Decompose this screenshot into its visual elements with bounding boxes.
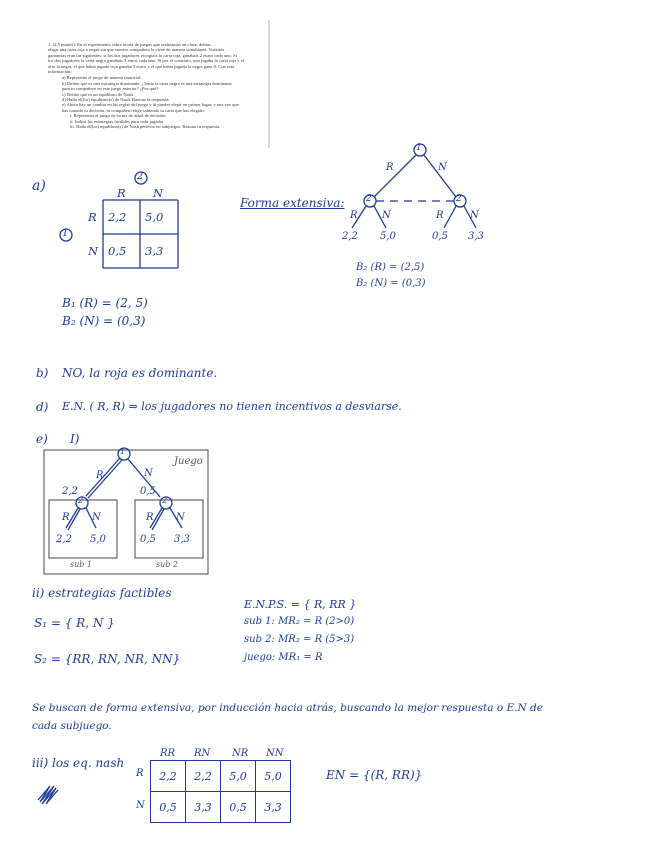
tree-leaf-payoff: 5,0 [90,534,106,545]
tree-node-label: 2 [162,496,168,505]
table-cell: 0,5 [151,792,186,823]
part-e-ii-title: ii) estrategias factibles [32,586,172,600]
explanation-line-2: cada subjuego. [32,720,112,732]
col-label-r: R [117,186,126,200]
nash-equilibrium-result: EN = {(R, RR)} [326,768,423,782]
row-label-r: R [88,210,97,224]
strategies-player1: S₁ = { R, N } [34,616,115,630]
part-e-iii-label: iii) los eq. nash [32,756,125,770]
tree-leaf-payoff: 0,5 [140,534,156,545]
table-row-header: N [136,800,145,811]
problem-line: elegir una carta roja o negra sin que vuestro compañero le viese de manera simultánea. Vuestras [48,47,225,53]
table-cell: 3,3 [186,792,221,823]
b2-right-1: B₂ (R) = (2,5) [356,262,425,273]
tree-edge-r: R [96,470,104,481]
part-a-label: a) [32,178,46,194]
player2-label: 2 [137,171,144,182]
tree-edge-r: R [386,162,394,173]
part-d-label: d) [36,400,49,414]
problem-line: ii. Indica las estrategias factibles para cada jugador. [70,118,165,124]
table-row-header: R [136,768,144,779]
scribble-mark [38,786,58,804]
table-cell: 2,2 [186,761,221,792]
table-cell: 5,0 [256,761,291,792]
problem-line: iii. Halla el(los) equilibrio(s) de Nash perfecto en subjuegos. Razona tu respuesta. [70,124,221,130]
table-col-header: NN [266,748,284,759]
extensive-form-tree [352,144,476,228]
b2-best-response: B₂ (N) = (0,3) [62,314,146,328]
table-cell: 3,3 [256,792,291,823]
tree-edge-r: R [62,512,70,523]
table-col-header: NR [232,748,249,759]
part-d-answer: E.N. ( R, R) ⇒ los jugadores no tienen incentivos a desviarse. [62,400,402,413]
tree-edge-n: N [176,512,185,523]
tree-node-label: 2 [366,194,372,204]
subgame-2-response: sub 2: MR₂ = R (5>3) [244,634,355,645]
extensive-form-title: Forma extensiva: [240,196,345,210]
problem-line: b) Define qué es una estrategia dominante. ¿Tenía la carta negra es una estrategia dominante [62,80,232,86]
problem-line: has tomado tu decisión, tu compañero elige sabiendo tu carta que has elegido. [62,107,205,113]
enps-result: E.N.P.S. = { R, RR } [244,598,357,611]
subgame-1-response: sub 1: MR₂ = R (2>0) [244,616,355,627]
problem-line: c) Define qué es un equilibrio de Nash. [62,91,134,97]
tree-edge-n: N [382,210,391,221]
table-row [151,761,291,792]
b1-best-response: B₁ (R) = (2, 5) [62,296,148,310]
tree-node-label: 2 [456,194,462,204]
payoff-cell: 0,5 [108,244,127,258]
subgame-1-label: sub 1 [70,560,93,569]
game-response: juego: MR₁ = R [244,652,323,663]
table-cell: 0,5 [221,792,256,823]
juego-label: Juego [174,456,203,467]
problem-line: i. Representa el juego en forma de árbol de decisión. [70,113,167,119]
table-col-header: RR [160,748,176,759]
part-b-answer: NO, la roja es dominante. [62,366,218,380]
tree-edge-r: R [436,210,444,221]
normal-form-table [150,760,291,823]
tree-edge-n: N [144,468,153,479]
tree-edge-n: N [470,210,479,221]
problem-line: e) Ahora hay un cambio en las reglas del juego y tú puedes elegir en primer lugar, y una vez que [62,102,239,108]
payoff-cell: 5,0 [145,210,164,224]
part-b-label: b) [36,366,49,380]
tree-leaf-payoff: 3,3 [174,534,190,545]
problem-line: ganancias eran las siguientes: si los dos jugadores escogíais la carta roja, ganabais 2 euros cada uno. Si [48,52,237,58]
subgame-value: 2,2 [62,486,78,497]
tree-edge-r: R [350,210,358,221]
tree-edge-n: N [438,162,447,173]
explanation-line-1: Se buscan de forma extensiva, por inducción hacia atrás, buscando la mejor respuesta o E.N de [32,702,543,714]
tree-leaf-payoff: 3,3 [468,231,484,242]
tree-node-label: 2 [78,496,84,505]
tree-leaf-payoff: 2,2 [342,231,358,242]
part-e-label: e) [36,432,48,446]
payoff-cell: 3,3 [145,244,164,258]
tree-leaf-payoff: 2,2 [56,534,72,545]
strategies-player2: S₂ = {RR, RN, NR, NN} [34,652,181,666]
col-label-n: N [153,186,164,200]
table-cell: 5,0 [221,761,256,792]
b2-right-2: B₂ (N) = (0,3) [356,278,426,289]
tree-root-label: 1 [120,447,126,456]
problem-line: los dos jugadores la carta negra ganabais 3 euros cada uno. Si por el contrario, uno jugaba la carta roja y el [48,58,245,64]
tree-edge-n: N [92,512,101,523]
player1-label: 1 [62,228,69,239]
row-label-n: N [88,244,99,258]
table-col-header: RN [194,748,211,759]
problem-line: para tu compañero en este juego anterior? ¿Por qué? [62,86,159,92]
problem-line: otro la negra, el que había jugado roja ganaba 5 euros y el que había jugado la negra gana 0. Con esta [48,63,235,69]
tree-edge-r: R [146,512,154,523]
problem-line: a) Representa el juego de manera matricial. [62,75,142,81]
problem-line: d) Halla el(los) equilibrio(s) de Nash. Razona la respuesta. [62,97,170,103]
tree-leaf-payoff: 0,5 [432,231,448,242]
part-e-sub-i: I) [70,432,80,446]
subgame-value: 0,5 [140,486,156,497]
tree-root-label: 1 [416,143,422,153]
subgame-2-label: sub 2 [156,560,179,569]
payoff-cell: 2,2 [108,210,127,224]
problem-line: información: [48,69,72,75]
problem-line: 1. (2,5 puntos). En el experimento sobre teoría de juegos que realizamos en clase, debías [48,42,211,47]
table-row [151,792,291,823]
table-cell: 2,2 [151,761,186,792]
tree-leaf-payoff: 5,0 [380,231,396,242]
